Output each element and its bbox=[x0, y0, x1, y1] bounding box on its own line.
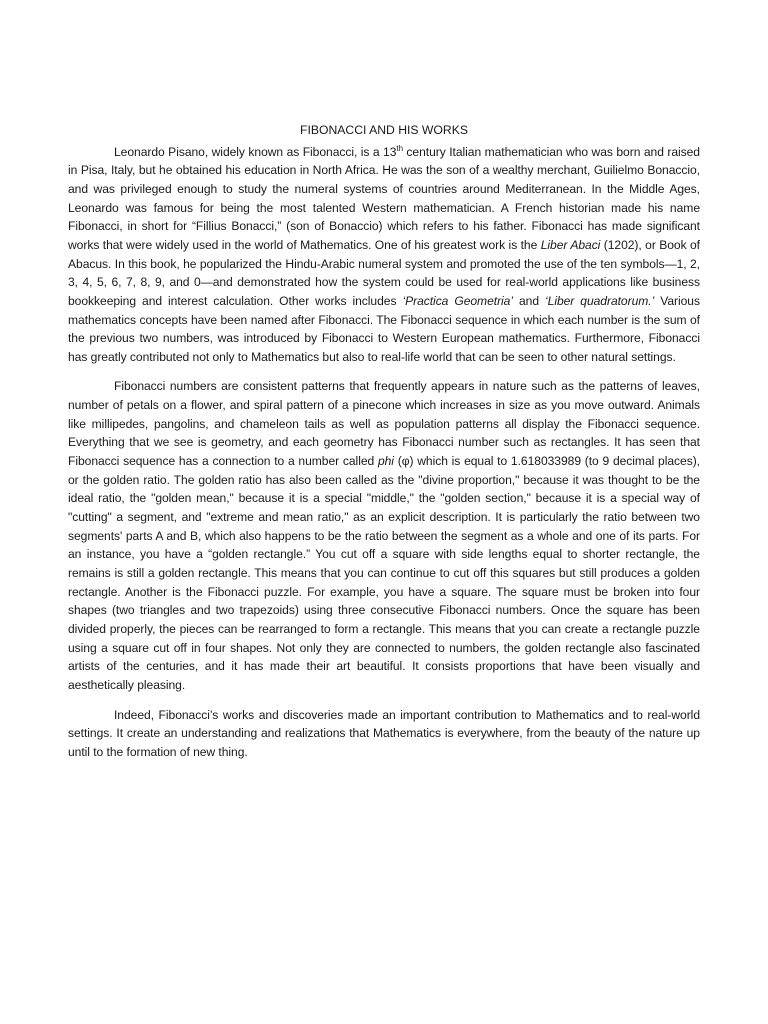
p1-text-d: and bbox=[513, 293, 545, 308]
p1-text-b: century Italian mathematician who was born and raised in Pisa, Italy, but he obtained his education in North Africa. He was the son of a wealthy merchant, Guilielmo Bonaccio, and was privileged enough to study the numeral systems of countries around Mediterranean. In the Middle Ages, Leonardo was famous for being the most talented Western mathematician. A French historian made his name Fibonacci, in short for “Fillius Bonacci,” (son of Bonaccio) which refers to his father. Fibonacci has made significant works that were widely used in the world of Mathematics. One of his greatest work is the bbox=[68, 144, 700, 252]
p2-italic-phi: phi bbox=[377, 454, 394, 469]
p1-italic-liber-quadratorum: ‘Liber quadratorum.’ bbox=[545, 293, 655, 308]
document-title: FIBONACCI AND HIS WORKS bbox=[300, 123, 468, 137]
p1-text-c: (1202), or Book of Abacus. In this book, he popularized the Hindu-Arabic numeral system and promoted the use of the ten symbols—1, 2, 3, 4, 5, 6, 7, 8, 9, and 0—and demonstrated how the system could be used for real-world applications like business bookkeeping and interest calculation. Other works includes bbox=[68, 237, 700, 308]
p2-text-a: Fibonacci numbers are consistent patterns that frequently appears in nature such as the patterns of leaves, number of petals on a flower, and spiral pattern of a pinecone which increases in size as you move outward. Animals like millipedes, pangolins, and chameleon tails as well as population patterns all display the Fibonacci sequence. Everything that we see is geometry, and each geometry has Fibonacci number such as rectangles. It has seen that Fibonacci sequence has a connection to a number called bbox=[68, 379, 700, 469]
p1-italic-liber-abaci: Liber Abaci bbox=[540, 237, 601, 252]
p1-text-e: Various mathematics concepts have been named after Fibonacci. The Fibonacci sequence in which each number is the sum of the previous two numbers, was introduced by Fibonacci to Western European mathematics. Furthermore, Fibonacci has greatly contributed not only to Mathematics but also to real-life world that can be seen to other natural settings. bbox=[68, 293, 700, 364]
p2-text-b: (φ) which is equal to 1.618033989 (to 9 decimal places), or the golden ratio. The golden ratio has also been called as the "divine proportion," because it was thought to be the ideal ratio, the "golden mean," because it is a special "middle," the "golden section," because it is a special way of "cutting" a segment, and "extreme and mean ratio," as an explicit description. It is particularly the ratio between two segments' parts A and B, which also happens to be the ratio between the segment as a whole and one of its parts. For an instance, you have a “golden rectangle.” You cut off a square with side lengths equal to shorter rectangle, the remains is still a golden rectangle. This means that you can continue to cut off this squares but still produces a golden rectangle. Another is the Fibonacci puzzle. For example, you have a square. The square must be broken into four shapes (two triangles and two trapezoids) using three consecutive Fibonacci numbers. Once the square has been divided properly, the pieces can be rearranged to form a rectangle. This means that you can create a rectangle puzzle using a square cut off in four shapes. Not only they are connected to numbers, the golden rectangle also fascinated artists of the centuries, and it has made their art beautiful. It consists proportions that have been visually and aesthetically pleasing. bbox=[68, 454, 700, 692]
document-page bbox=[68, 121, 700, 773]
p1-text-a: Leonardo Pisano, widely known as Fibonacci, is a 13 bbox=[114, 144, 397, 159]
paragraph-3: Indeed, Fibonacci’s works and discoveries made an important contribution to Mathematics and to real-world settings. It create an understanding and realizations that Mathematics is everywhere, from the beauty of the nature up until to the formation of new thing. bbox=[68, 707, 700, 759]
p1-italic-practica-geometria: ‘Practica Geometria’ bbox=[402, 293, 513, 308]
p1-superscript: th bbox=[396, 143, 403, 153]
paragraph-1 bbox=[68, 143, 700, 367]
paragraph-2 bbox=[68, 377, 700, 694]
